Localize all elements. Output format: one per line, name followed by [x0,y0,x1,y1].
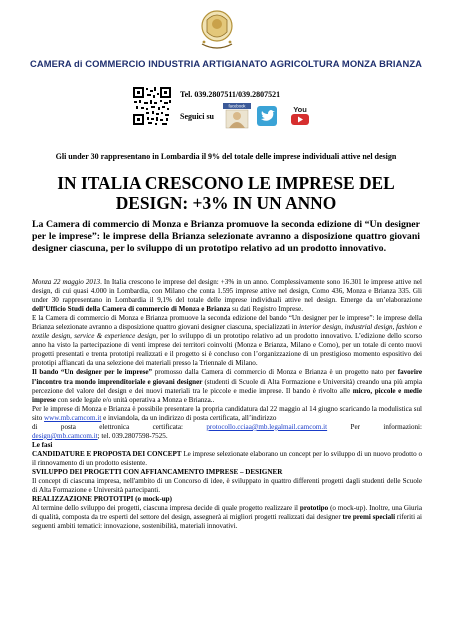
paragraph-bando: Il bando “Un designer per le imprese” promosso dalla Camera di commercio di Monza e Brianza è un progetto nato per favorire l’incontro tra mondo imprenditoriale e giovani designer (studenti di Scuole di Alta Formazione e Università) creando una più ampia percezione del valore del design e dei nuovi materiali tra le piccole e medie imprese. Il bando è rivolto alle micro, piccole e medie imprese con sede legale e/o unità operativa a Monza e Brianza.. [32,368,422,404]
telephone-numbers: Tel. 039.2807511/039.2807521 [180,90,281,99]
phase-2: Il concept di ciascuna impresa, nell'ambito di un Concorso di idee, è sviluppato in quattro differenti progetti dagli studenti delle Scuole di Alta Formazione e Università partecipanti. [32,477,422,495]
qr-code-icon [132,86,172,126]
site-link[interactable]: www.mb.camcom.it [44,413,102,422]
youtube-label: You [293,105,307,114]
paragraph-candidature: Per le imprese di Monza e Brianza è possibile presentare la propria candidatura dal 22 maggio al 14 giugno scaricando la modulistica sul sito www.mb.camcom.it e inviandola, da un indirizzo di posta certificata, all’indirizzo [32,404,422,422]
article-body: Monza 22 maggio 2013. In Italia crescono le imprese del design: +3% in un anno. Complessivamente sono 16.301 le imprese attive nel design, di cui quasi 4.000 in Lombardia, con Milano che conta 1.595 imprese attive nel design, Como 436, Monza e Brianza 335. Gli under 30 rappresentano in Lombardia il 9,1% del totale delle imprese individuali attive nel design. Emerge da un’elaborazione dell’Ufficio Studi della Camera di commercio di Monza e Brianza su dati Registro Imprese. E la Camera di commercio di Monza e Brianza promuove la seconda edizione del bando “Un designer per le imprese”: le imprese della Brianza selezionate avranno a disposizione quattro giovani designer ciascuna, specializzati in interior design, industrial design, fashion e textile design, service & experience design, per lo sviluppo di un prototipo relativo ad un prodotto innovativo. L’edizione dello scorso anno ha visto la partecipazione di venti imprese dei territori coinvolti (Monza e Brianza, Milano e Como), per un totale di cento nuovi progetti presentati e trenta prototipi realizzati e il progetto si è concluso con l’organizzazione di un prestigioso momento espositivo dei prototipi affiancati da una selezione dei materiali presso la Triennale di Milano. Il bando “Un designer per le imprese” promosso dalla Camera di commercio di Monza e Brianza è un progetto nato per favorire l’incontro tra mondo imprenditoriale e giovani designer (studenti di Scuole di Alta Formazione e Università) creando una più ampia percezione del valore del design e dei nuovi materiali tra le piccole e medie imprese. Il bando è rivolto alle micro, piccole e medie imprese con sede legale e/o unità operativa a Monza e Brianza.. Per le imprese di Monza e Brianza è possibile presentare la propria candidatura dal 22 maggio al 14 giugno scaricando la modulistica sul sito www.mb.camcom.it e inviandola, da un indirizzo di posta certificata, all’indirizzo di posta elettronica certificata: protocollo.cciaa@mb.legalmail.camcom.it Per informazioni: design@mb.camcom.it; tel. 039.2807598-7525. Le fasi CANDIDATURE E PROPOSTA DEI CONCEPT Le imprese selezionate elaborano un concept per lo sviluppo di un nuovo prodotto o il rinnovamento di un prodotto esistente. SVILUPPO DEI PROGETTI CON AFFIANCAMENTO IMPRESE – DESIGNER Il concept di ciascuna impresa, nell'ambito di un Concorso di idee, è sviluppato in quattro differenti progetti dagli studenti delle Scuole di Alta Formazione e Università partecipanti. REALIZZAZIONE PROTOTIPI (o mock-up) Al termine dello sviluppo dei progetti, ciascuna impresa decide di quale progetto realizzare il prototipo (o mock-up). Inoltre, una Giuria di qualità, composta da tre esperti del settore del design, assegnerà ai migliori progetti realizzati dai designer tre premi speciali riferiti ai seguenti ambiti tematici: innovazione, sostenibilità, materiali innovativi. [32,278,423,531]
phases-title: Le fasi [32,440,53,449]
phase-3: Al termine dello sviluppo dei progetti, ciascuna impresa decide di quale progetto realizzare il prototipo (o mock-up). Inoltre, una Giuria di qualità, composta da tre esperti del settore del design, assegnerà ai migliori progetti realizzati dai designer tre premi speciali riferiti ai seguenti ambiti tematici: innovazione, sostenibilità, materiali innovativi. [32,504,422,531]
headline-line-2: DESIGN: +3% IN UN ANNO [115,193,337,213]
phase-1: CANDIDATURE E PROPOSTA DEI CONCEPT Le imprese selezionate elaborano un concept per lo sviluppo di un nuovo prodotto o il rinnovamento di un prodotto esistente. [32,449,422,467]
phase-3-title: REALIZZAZIONE PROTOTIPI (o mock-up) [32,495,172,504]
twitter-icon[interactable] [257,106,277,126]
organization-name: CAMERA di COMMERCIO INDUSTRIA ARTIGIANATO AGRICOLTURA MONZA BRIANZA [29,58,423,69]
chamber-logo-emblem [194,4,240,56]
pec-email-link[interactable]: protocollo.cciaa@mb.legalmail.camcom.it [206,422,328,431]
follow-us-label: Seguici su [180,112,215,121]
lead-paragraph: La Camera di commercio di Monza e Brianza promuove la seconda edizione di “Un designer per le imprese”: le imprese della Brianza selezionate avranno a disposizione quattro giovani designer ciascuna, per lo sviluppo di un prototipo relativo ad un prodotto innovativo. [32,219,420,254]
headline-line-1: IN ITALIA CRESCONO LE IMPRESE DEL [57,173,395,193]
subtitle: Gli under 30 rappresentano in Lombardia il 9% del totale delle imprese individuali attive nel design [55,152,397,161]
dateline: Monza 22 maggio 2013 [32,278,101,286]
paragraph-edition: E la Camera di commercio di Monza e Brianza promuove la seconda edizione del bando “Un designer per le imprese”: le imprese della Brianza selezionate avranno a disposizione quattro giovani designer ciascuna, specializzati in interior design, industrial design, fashion e textile design, service & experience design, per lo sviluppo di un prototipo relativo ad un prodotto innovativo. L’edizione dello scorso anno ha visto la partecipazione di venti imprese dei territori coinvolti (Monza e Brianza, Milano e Como), per un totale di cento nuovi progetti presentati e trenta prototipi realizzati e il progetto si è concluso con l’organizzazione di un prestigioso momento espositivo dei prototipi affiancati da una selezione dei materiali presso la Triennale di Milano. [32,314,423,368]
contact-row: di posta elettronica certificata: protocollo.cciaa@mb.legalmail.camcom.it Per informazioni: [32,422,422,431]
headline [20,173,432,213]
facebook-icon[interactable] [222,103,252,129]
youtube-icon[interactable] [290,104,310,126]
facebook-label: facebook [228,103,246,109]
paragraph-stats: Monza 22 maggio 2013. In Italia crescono le imprese del design: +3% in un anno. Complessivamente sono 16.301 le imprese attive nel design, di cui quasi 4.000 in Lombardia, con Milano che conta 1.595 imprese attive nel design, Como 436, Monza e Brianza 335. Gli under 30 rappresentano in Lombardia il 9,1% del totale delle imprese individuali attive nel design. Emerge da un’elaborazione dell’Ufficio Studi della Camera di commercio di Monza e Brianza su dati Registro Imprese. [32,278,422,314]
phase-2-title: SVILUPPO DEI PROGETTI CON AFFIANCAMENTO IMPRESE – DESIGNER [32,467,283,476]
info-email-link[interactable]: design@mb.camcom.it [32,431,98,440]
